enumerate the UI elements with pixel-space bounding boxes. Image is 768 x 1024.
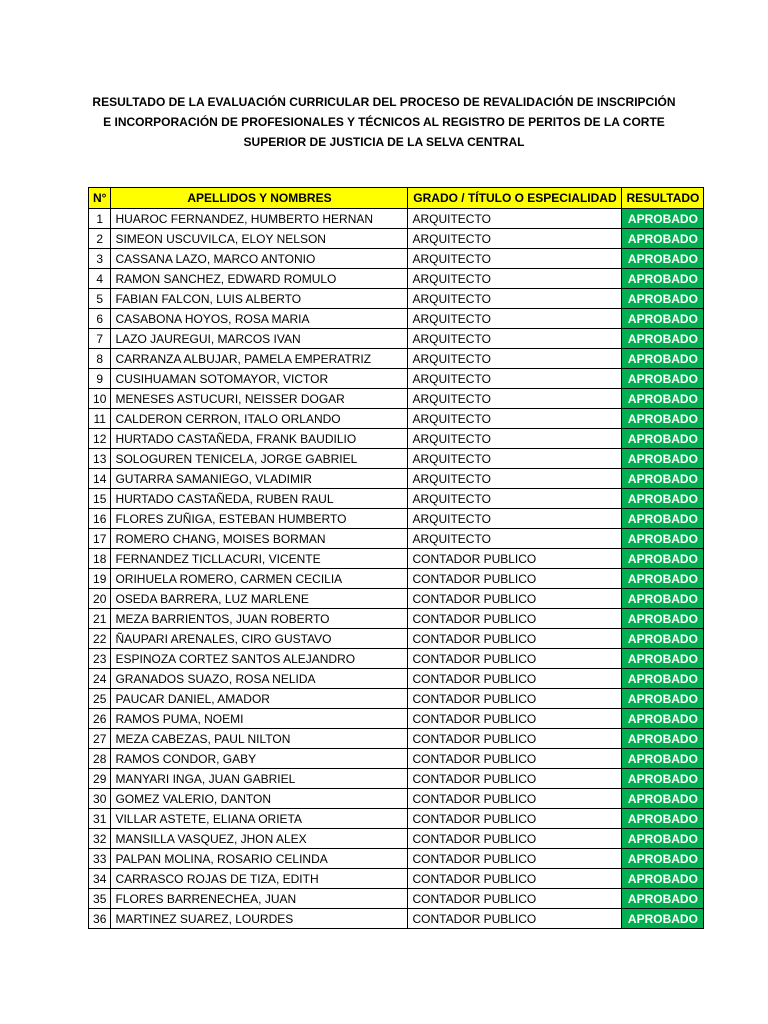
row-name: FERNANDEZ TICLLACURI, VICENTE xyxy=(111,549,408,569)
row-result-badge: APROBADO xyxy=(622,429,704,449)
table-row xyxy=(89,289,704,309)
row-result-badge: APROBADO xyxy=(622,509,704,529)
table-row xyxy=(89,309,704,329)
row-grade: ARQUITECTO xyxy=(408,389,622,409)
row-result-badge: APROBADO xyxy=(622,869,704,889)
document-title xyxy=(60,92,708,152)
table-row xyxy=(89,829,704,849)
row-grade: CONTADOR PUBLICO xyxy=(408,589,622,609)
column-header-result: RESULTADO xyxy=(622,188,704,209)
row-number: 23 xyxy=(89,649,111,669)
row-number: 12 xyxy=(89,429,111,449)
table-row xyxy=(89,749,704,769)
row-result-badge: APROBADO xyxy=(622,849,704,869)
row-result-badge: APROBADO xyxy=(622,709,704,729)
row-name: VILLAR ASTETE, ELIANA ORIETA xyxy=(111,809,408,829)
row-name: ESPINOZA CORTEZ SANTOS ALEJANDRO xyxy=(111,649,408,669)
row-result-badge: APROBADO xyxy=(622,909,704,929)
row-result-badge: APROBADO xyxy=(622,589,704,609)
column-header-number: N° xyxy=(89,188,111,209)
row-name: HURTADO CASTAÑEDA, FRANK BAUDILIO xyxy=(111,429,408,449)
row-result-badge: APROBADO xyxy=(622,389,704,409)
row-result-badge: APROBADO xyxy=(622,209,704,229)
row-result-badge: APROBADO xyxy=(622,669,704,689)
row-grade: CONTADOR PUBLICO xyxy=(408,809,622,829)
table-row xyxy=(89,669,704,689)
row-result-badge: APROBADO xyxy=(622,349,704,369)
table-row xyxy=(89,889,704,909)
row-grade: ARQUITECTO xyxy=(408,209,622,229)
row-number: 30 xyxy=(89,789,111,809)
row-grade: CONTADOR PUBLICO xyxy=(408,769,622,789)
row-number: 22 xyxy=(89,629,111,649)
table-row xyxy=(89,649,704,669)
row-grade: CONTADOR PUBLICO xyxy=(408,729,622,749)
row-result-badge: APROBADO xyxy=(622,649,704,669)
table-row xyxy=(89,869,704,889)
table-row xyxy=(89,609,704,629)
table-row xyxy=(89,809,704,829)
table-row xyxy=(89,849,704,869)
row-grade: CONTADOR PUBLICO xyxy=(408,909,622,929)
row-result-badge: APROBADO xyxy=(622,409,704,429)
row-grade: CONTADOR PUBLICO xyxy=(408,689,622,709)
row-name: GRANADOS SUAZO, ROSA NELIDA xyxy=(111,669,408,689)
row-number: 27 xyxy=(89,729,111,749)
title-line-1: RESULTADO DE LA EVALUACIÓN CURRICULAR DEL PROCESO DE REVALIDACIÓN DE INSCRIPCIÓN xyxy=(92,95,676,109)
title-line-2: E INCORPORACIÓN DE PROFESIONALES Y TÉCNICOS AL REGISTRO DE PERITOS DE LA CORTE xyxy=(103,115,665,129)
row-name: HURTADO CASTAÑEDA, RUBEN RAUL xyxy=(111,489,408,509)
row-result-badge: APROBADO xyxy=(622,729,704,749)
row-name: MEZA CABEZAS, PAUL NILTON xyxy=(111,729,408,749)
row-grade: ARQUITECTO xyxy=(408,469,622,489)
row-number: 11 xyxy=(89,409,111,429)
table-row xyxy=(89,269,704,289)
row-number: 34 xyxy=(89,869,111,889)
table-row xyxy=(89,549,704,569)
row-number: 36 xyxy=(89,909,111,929)
row-number: 26 xyxy=(89,709,111,729)
row-grade: CONTADOR PUBLICO xyxy=(408,889,622,909)
table-row xyxy=(89,569,704,589)
row-grade: ARQUITECTO xyxy=(408,329,622,349)
row-grade: CONTADOR PUBLICO xyxy=(408,829,622,849)
table-row xyxy=(89,409,704,429)
row-number: 13 xyxy=(89,449,111,469)
row-name: SOLOGUREN TENICELA, JORGE GABRIEL xyxy=(111,449,408,469)
row-number: 24 xyxy=(89,669,111,689)
row-name: MANSILLA VASQUEZ, JHON ALEX xyxy=(111,829,408,849)
row-number: 16 xyxy=(89,509,111,529)
row-grade: ARQUITECTO xyxy=(408,249,622,269)
row-name: RAMON SANCHEZ, EDWARD ROMULO xyxy=(111,269,408,289)
row-name: MEZA BARRIENTOS, JUAN ROBERTO xyxy=(111,609,408,629)
row-number: 6 xyxy=(89,309,111,329)
row-number: 15 xyxy=(89,489,111,509)
row-name: CARRANZA ALBUJAR, PAMELA EMPERATRIZ xyxy=(111,349,408,369)
row-name: CASSANA LAZO, MARCO ANTONIO xyxy=(111,249,408,269)
row-number: 18 xyxy=(89,549,111,569)
row-grade: ARQUITECTO xyxy=(408,489,622,509)
row-result-badge: APROBADO xyxy=(622,829,704,849)
table-row xyxy=(89,369,704,389)
table-row xyxy=(89,349,704,369)
row-grade: ARQUITECTO xyxy=(408,409,622,429)
row-number: 17 xyxy=(89,529,111,549)
table-row xyxy=(89,589,704,609)
row-result-badge: APROBADO xyxy=(622,549,704,569)
row-name: FLORES BARRENECHEA, JUAN xyxy=(111,889,408,909)
row-number: 8 xyxy=(89,349,111,369)
row-grade: ARQUITECTO xyxy=(408,309,622,329)
row-name: PALPAN MOLINA, ROSARIO CELINDA xyxy=(111,849,408,869)
row-result-badge: APROBADO xyxy=(622,569,704,589)
table-row xyxy=(89,249,704,269)
row-number: 29 xyxy=(89,769,111,789)
row-result-badge: APROBADO xyxy=(622,749,704,769)
row-name: RAMOS PUMA, NOEMI xyxy=(111,709,408,729)
table-body xyxy=(89,209,704,929)
row-result-badge: APROBADO xyxy=(622,529,704,549)
row-grade: ARQUITECTO xyxy=(408,349,622,369)
table-row xyxy=(89,449,704,469)
row-name: CALDERON CERRON, ITALO ORLANDO xyxy=(111,409,408,429)
row-result-badge: APROBADO xyxy=(622,609,704,629)
row-result-badge: APROBADO xyxy=(622,769,704,789)
row-grade: CONTADOR PUBLICO xyxy=(408,649,622,669)
table-row xyxy=(89,329,704,349)
row-grade: CONTADOR PUBLICO xyxy=(408,629,622,649)
row-name: LAZO JAUREGUI, MARCOS IVAN xyxy=(111,329,408,349)
row-number: 7 xyxy=(89,329,111,349)
row-grade: ARQUITECTO xyxy=(408,289,622,309)
row-name: ORIHUELA ROMERO, CARMEN CECILIA xyxy=(111,569,408,589)
row-name: FLORES ZUÑIGA, ESTEBAN HUMBERTO xyxy=(111,509,408,529)
row-result-badge: APROBADO xyxy=(622,489,704,509)
row-grade: ARQUITECTO xyxy=(408,529,622,549)
row-result-badge: APROBADO xyxy=(622,449,704,469)
row-name: MARTINEZ SUAREZ, LOURDES xyxy=(111,909,408,929)
row-number: 25 xyxy=(89,689,111,709)
row-grade: CONTADOR PUBLICO xyxy=(408,669,622,689)
row-result-badge: APROBADO xyxy=(622,329,704,349)
row-number: 33 xyxy=(89,849,111,869)
row-result-badge: APROBADO xyxy=(622,309,704,329)
row-name: OSEDA BARRERA, LUZ MARLENE xyxy=(111,589,408,609)
column-header-grade: GRADO / TÍTULO O ESPECIALIDAD xyxy=(408,188,622,209)
row-grade: CONTADOR PUBLICO xyxy=(408,609,622,629)
row-result-badge: APROBADO xyxy=(622,289,704,309)
row-number: 2 xyxy=(89,229,111,249)
row-result-badge: APROBADO xyxy=(622,889,704,909)
table-row xyxy=(89,689,704,709)
row-number: 28 xyxy=(89,749,111,769)
row-grade: CONTADOR PUBLICO xyxy=(408,709,622,729)
row-grade: ARQUITECTO xyxy=(408,509,622,529)
table-row xyxy=(89,509,704,529)
table-row xyxy=(89,709,704,729)
row-grade: ARQUITECTO xyxy=(408,429,622,449)
row-result-badge: APROBADO xyxy=(622,629,704,649)
row-grade: ARQUITECTO xyxy=(408,449,622,469)
row-name: PAUCAR DANIEL, AMADOR xyxy=(111,689,408,709)
row-number: 31 xyxy=(89,809,111,829)
table-row xyxy=(89,209,704,229)
row-result-badge: APROBADO xyxy=(622,789,704,809)
row-number: 21 xyxy=(89,609,111,629)
table-row xyxy=(89,529,704,549)
row-number: 32 xyxy=(89,829,111,849)
row-result-badge: APROBADO xyxy=(622,369,704,389)
row-grade: CONTADOR PUBLICO xyxy=(408,549,622,569)
row-name: CUSIHUAMAN SOTOMAYOR, VICTOR xyxy=(111,369,408,389)
row-result-badge: APROBADO xyxy=(622,269,704,289)
row-number: 1 xyxy=(89,209,111,229)
row-number: 9 xyxy=(89,369,111,389)
row-grade: CONTADOR PUBLICO xyxy=(408,749,622,769)
row-grade: CONTADOR PUBLICO xyxy=(408,789,622,809)
row-number: 3 xyxy=(89,249,111,269)
table-row xyxy=(89,389,704,409)
table-row xyxy=(89,229,704,249)
row-name: GOMEZ VALERIO, DANTON xyxy=(111,789,408,809)
row-grade: ARQUITECTO xyxy=(408,269,622,289)
table-header-row xyxy=(89,188,704,209)
row-name: SIMEON USCUVILCA, ELOY NELSON xyxy=(111,229,408,249)
row-result-badge: APROBADO xyxy=(622,249,704,269)
results-table xyxy=(88,187,704,929)
row-number: 35 xyxy=(89,889,111,909)
row-number: 4 xyxy=(89,269,111,289)
row-number: 5 xyxy=(89,289,111,309)
row-number: 10 xyxy=(89,389,111,409)
row-number: 20 xyxy=(89,589,111,609)
row-name: MANYARI INGA, JUAN GABRIEL xyxy=(111,769,408,789)
row-name: GUTARRA SAMANIEGO, VLADIMIR xyxy=(111,469,408,489)
row-name: ROMERO CHANG, MOISES BORMAN xyxy=(111,529,408,549)
row-grade: CONTADOR PUBLICO xyxy=(408,849,622,869)
table-row xyxy=(89,729,704,749)
row-grade: CONTADOR PUBLICO xyxy=(408,869,622,889)
table-row xyxy=(89,489,704,509)
row-grade: ARQUITECTO xyxy=(408,229,622,249)
row-result-badge: APROBADO xyxy=(622,469,704,489)
table-row xyxy=(89,629,704,649)
table-row xyxy=(89,769,704,789)
column-header-name: APELLIDOS Y NOMBRES xyxy=(111,188,408,209)
title-line-3: SUPERIOR DE JUSTICIA DE LA SELVA CENTRAL xyxy=(243,135,525,149)
row-name: ÑAUPARI ARENALES, CIRO GUSTAVO xyxy=(111,629,408,649)
row-name: RAMOS CONDOR, GABY xyxy=(111,749,408,769)
row-number: 14 xyxy=(89,469,111,489)
table-row xyxy=(89,469,704,489)
row-result-badge: APROBADO xyxy=(622,229,704,249)
table-row xyxy=(89,429,704,449)
row-name: CASABONA HOYOS, ROSA MARIA xyxy=(111,309,408,329)
table-row xyxy=(89,789,704,809)
table-row xyxy=(89,909,704,929)
row-result-badge: APROBADO xyxy=(622,689,704,709)
row-name: MENESES ASTUCURI, NEISSER DOGAR xyxy=(111,389,408,409)
row-name: HUAROC FERNANDEZ, HUMBERTO HERNAN xyxy=(111,209,408,229)
row-number: 19 xyxy=(89,569,111,589)
row-result-badge: APROBADO xyxy=(622,809,704,829)
row-name: FABIAN FALCON, LUIS ALBERTO xyxy=(111,289,408,309)
row-name: CARRASCO ROJAS DE TIZA, EDITH xyxy=(111,869,408,889)
row-grade: CONTADOR PUBLICO xyxy=(408,569,622,589)
row-grade: ARQUITECTO xyxy=(408,369,622,389)
